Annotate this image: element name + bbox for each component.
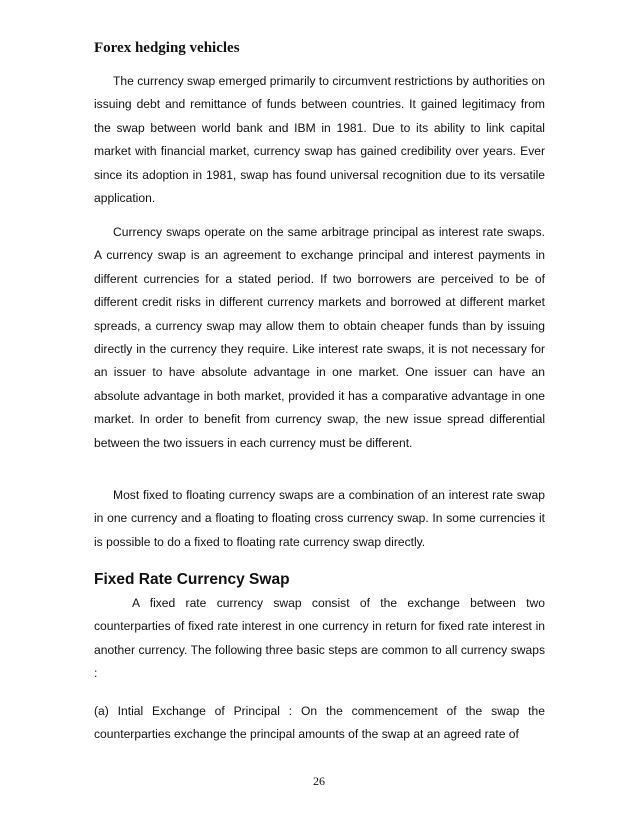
paragraph-fixed-rate-definition: A fixed rate currency swap consist of the exchange between two counterparties of fixed rate interest in one currency in return for fixed rate interest in another currency. The following three basic steps are common to all currency swaps : [94, 596, 545, 681]
subsection-title: Fixed Rate Currency Swap [94, 571, 290, 588]
paragraph-currency-swap-principle: Currency swaps operate on the same arbitrage principal as interest rate swaps. A currency swap is an agreement to exchange principal and interest payments in different currencies for a stated period. If two borrowers are perceived to be of different credit risks in different currency markets and borrowed at different market spreads, a currency swap may allow them to obtain cheaper funds than by issuing directly in the currency they require. Like interest rate swaps, it is not necessary for an issuer to have absolute advantage in one market. One issuer can have an absolute advantage in both market, provided it has a comparative advantage in one market. In order to benefit from currency swap, the new issue spread differential between the two issuers in each currency must be different. [94, 225, 545, 450]
paragraph-currency-swap-origin: The currency swap emerged primarily to circumvent restrictions by authorities on issuing debt and remittance of funds between countries. It gained legitimacy from the swap between world bank and IBM in 1981. Due to its ability to link capital market with financial market, currency swap has gained credibility over years. Ever since its adoption in 1981, swap has found universal recognition due to its versatile application. [94, 74, 545, 206]
section-title: Forex hedging vehicles [94, 40, 240, 56]
paragraph-initial-exchange: (a) Intial Exchange of Principal : On the commencement of the swap the counterparties exchange the principal amounts of the swap at an agreed rate of [94, 704, 545, 742]
page-number: 26 [313, 774, 325, 788]
paragraph-fixed-to-floating: Most fixed to floating currency swaps are a combination of an interest rate swap in one currency and a floating to floating cross currency swap. In some currencies it is possible to do a fixed to floating rate currency swap directly. [94, 488, 545, 549]
